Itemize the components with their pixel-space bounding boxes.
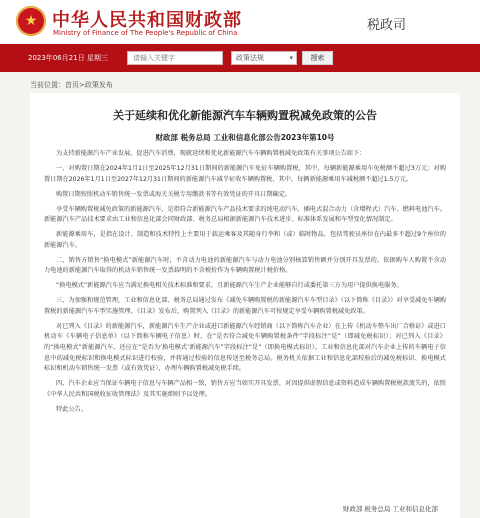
article-paragraph: 对已列入《目录》的新能源汽车，新能源汽车生产企业或进口新能源汽车经销商（以下简称汽车企业）在上传《机动车整车出厂合格证》或进口机动车《车辆电子信息单》（以下简称车辆电子信息）时，在“是否符合减免车辆购置税条件”字段标注“是”（即减免税标识）；对已列入《目录》的“换电模式”新能源汽车，还应在“是否为‘换电模式’新能源汽车”字段标注“是”（即换电模式标识）。工业和信息化部对汽车企业上传的车辆电子信息中的减免税标识和换电模式标识进行校验，并将通过校验的信息传送至税务总局。税务机关依据工业和信息化部校验后的减免税标识、换电模式标识和机动车销售统一发票（或有效凭证），办理车辆购置税减免税手续。: [44, 322, 446, 373]
breadcrumb-home-link[interactable]: 首页: [65, 81, 79, 89]
article-body: [44, 149, 446, 420]
article-paragraph: 三、为加强和规范管理，工业和信息化部、税务总局通过发布《减免车辆购置税的新能源汽车车型目录》（以下简称《目录》）对享受减免车辆购置税的新能源汽车车型实施管理。《目录》发布后，购置列入《目录》的新能源汽车可按规定享受车辆购置税减免政策。: [44, 297, 446, 315]
national-emblem-icon[interactable]: ★: [16, 6, 46, 36]
article-paragraph: 一、对购置日期在2024年1月1日至2025年12月31日期间的新能源汽车免征车辆购置税，其中，每辆新能源乘用车免税额不超过3万元；对购置日期在2026年1月1日至2027年12月31日期间的新能源汽车减半征收车辆购置税，其中，每辆新能源乘用车减税额不超过1.5万元。: [44, 164, 446, 183]
document-number: 财政部 税务总局 工业和信息化部公告2023年第10号: [155, 133, 335, 142]
site-header: [0, 0, 480, 44]
article-title: 关于延续和优化新能源汽车车辆购置税减免政策的公告: [113, 109, 377, 122]
breadcrumb: [30, 80, 113, 90]
department-name[interactable]: 税政司: [367, 18, 407, 33]
article-paragraph: 享受车辆购置税减免政策的新能源汽车，是指符合新能源汽车产品技术要求的纯电动汽车、插电式混合动力（含增程式）汽车、燃料电池汽车。新能源汽车产品技术要求由工业和信息化部会同财政部、税务总局根据新能源汽车技术进步、标准体系发展和车型变化情况制定。: [44, 205, 446, 224]
article-paragraph: 特此公告。: [56, 405, 87, 413]
top-nav-bar: [0, 44, 480, 72]
search-button[interactable]: 搜索: [302, 51, 333, 65]
article-paragraph: “换电模式”新能源汽车应当满足换电相关技术标准和要求，且新能源汽车生产企业能够自行或委托第三方为用户提供换电服务。: [56, 282, 403, 290]
search-scope-value: 政策法规: [236, 54, 264, 62]
article-paragraph: 购置日期按照机动车销售统一发票或海关关税专用缴款书等有效凭证的开具日期确定。: [56, 190, 292, 198]
article-signature: 财政部 税务总局 工业和信息化部: [342, 505, 438, 513]
site-subtitle: Ministry of Finance of The People's Republic of China: [53, 29, 238, 37]
current-date: 2023年06月21日 星期三: [28, 54, 108, 62]
site-title[interactable]: 中华人民共和国财政部: [52, 10, 242, 31]
article-card: [30, 93, 460, 518]
search-input[interactable]: [127, 51, 223, 65]
breadcrumb-separator: >: [79, 81, 85, 89]
chevron-down-icon: ▾: [289, 54, 293, 62]
article-paragraph: 为支持新能源汽车产业发展，促进汽车消费，现就延续和优化新能源汽车车辆购置税减免政策有关事项公告如下：: [56, 150, 366, 157]
breadcrumb-prefix: 当前位置：: [30, 81, 65, 89]
breadcrumb-current-link[interactable]: 政策发布: [84, 81, 113, 89]
article-paragraph: 新能源乘用车，是指在设计、制造和技术特性上主要用于载运乘客及其随身行李和（或）临时物品，包括驾驶员座位在内最多不超过9个座位的新能源汽车。: [44, 231, 446, 249]
article-paragraph: 四、汽车企业应当保证车辆电子信息与车辆产品相一致，销售方应当如实开具发票，对因提供虚假信息或资料造成车辆购置税税款流失的，依照《中华人民共和国税收征收管理法》及其实施细则予以处理。: [44, 380, 446, 398]
search-scope-select[interactable]: [231, 51, 297, 65]
article-paragraph: 二、销售方销售“换电模式”新能源汽车时，不含动力电池的新能源汽车与动力电池分别核算销售额并分别开具发票的，依据购车人购置不含动力电池的新能源汽车取得的机动车销售统一发票载明的不含税价作为车辆购置税计税价格。: [44, 256, 446, 275]
